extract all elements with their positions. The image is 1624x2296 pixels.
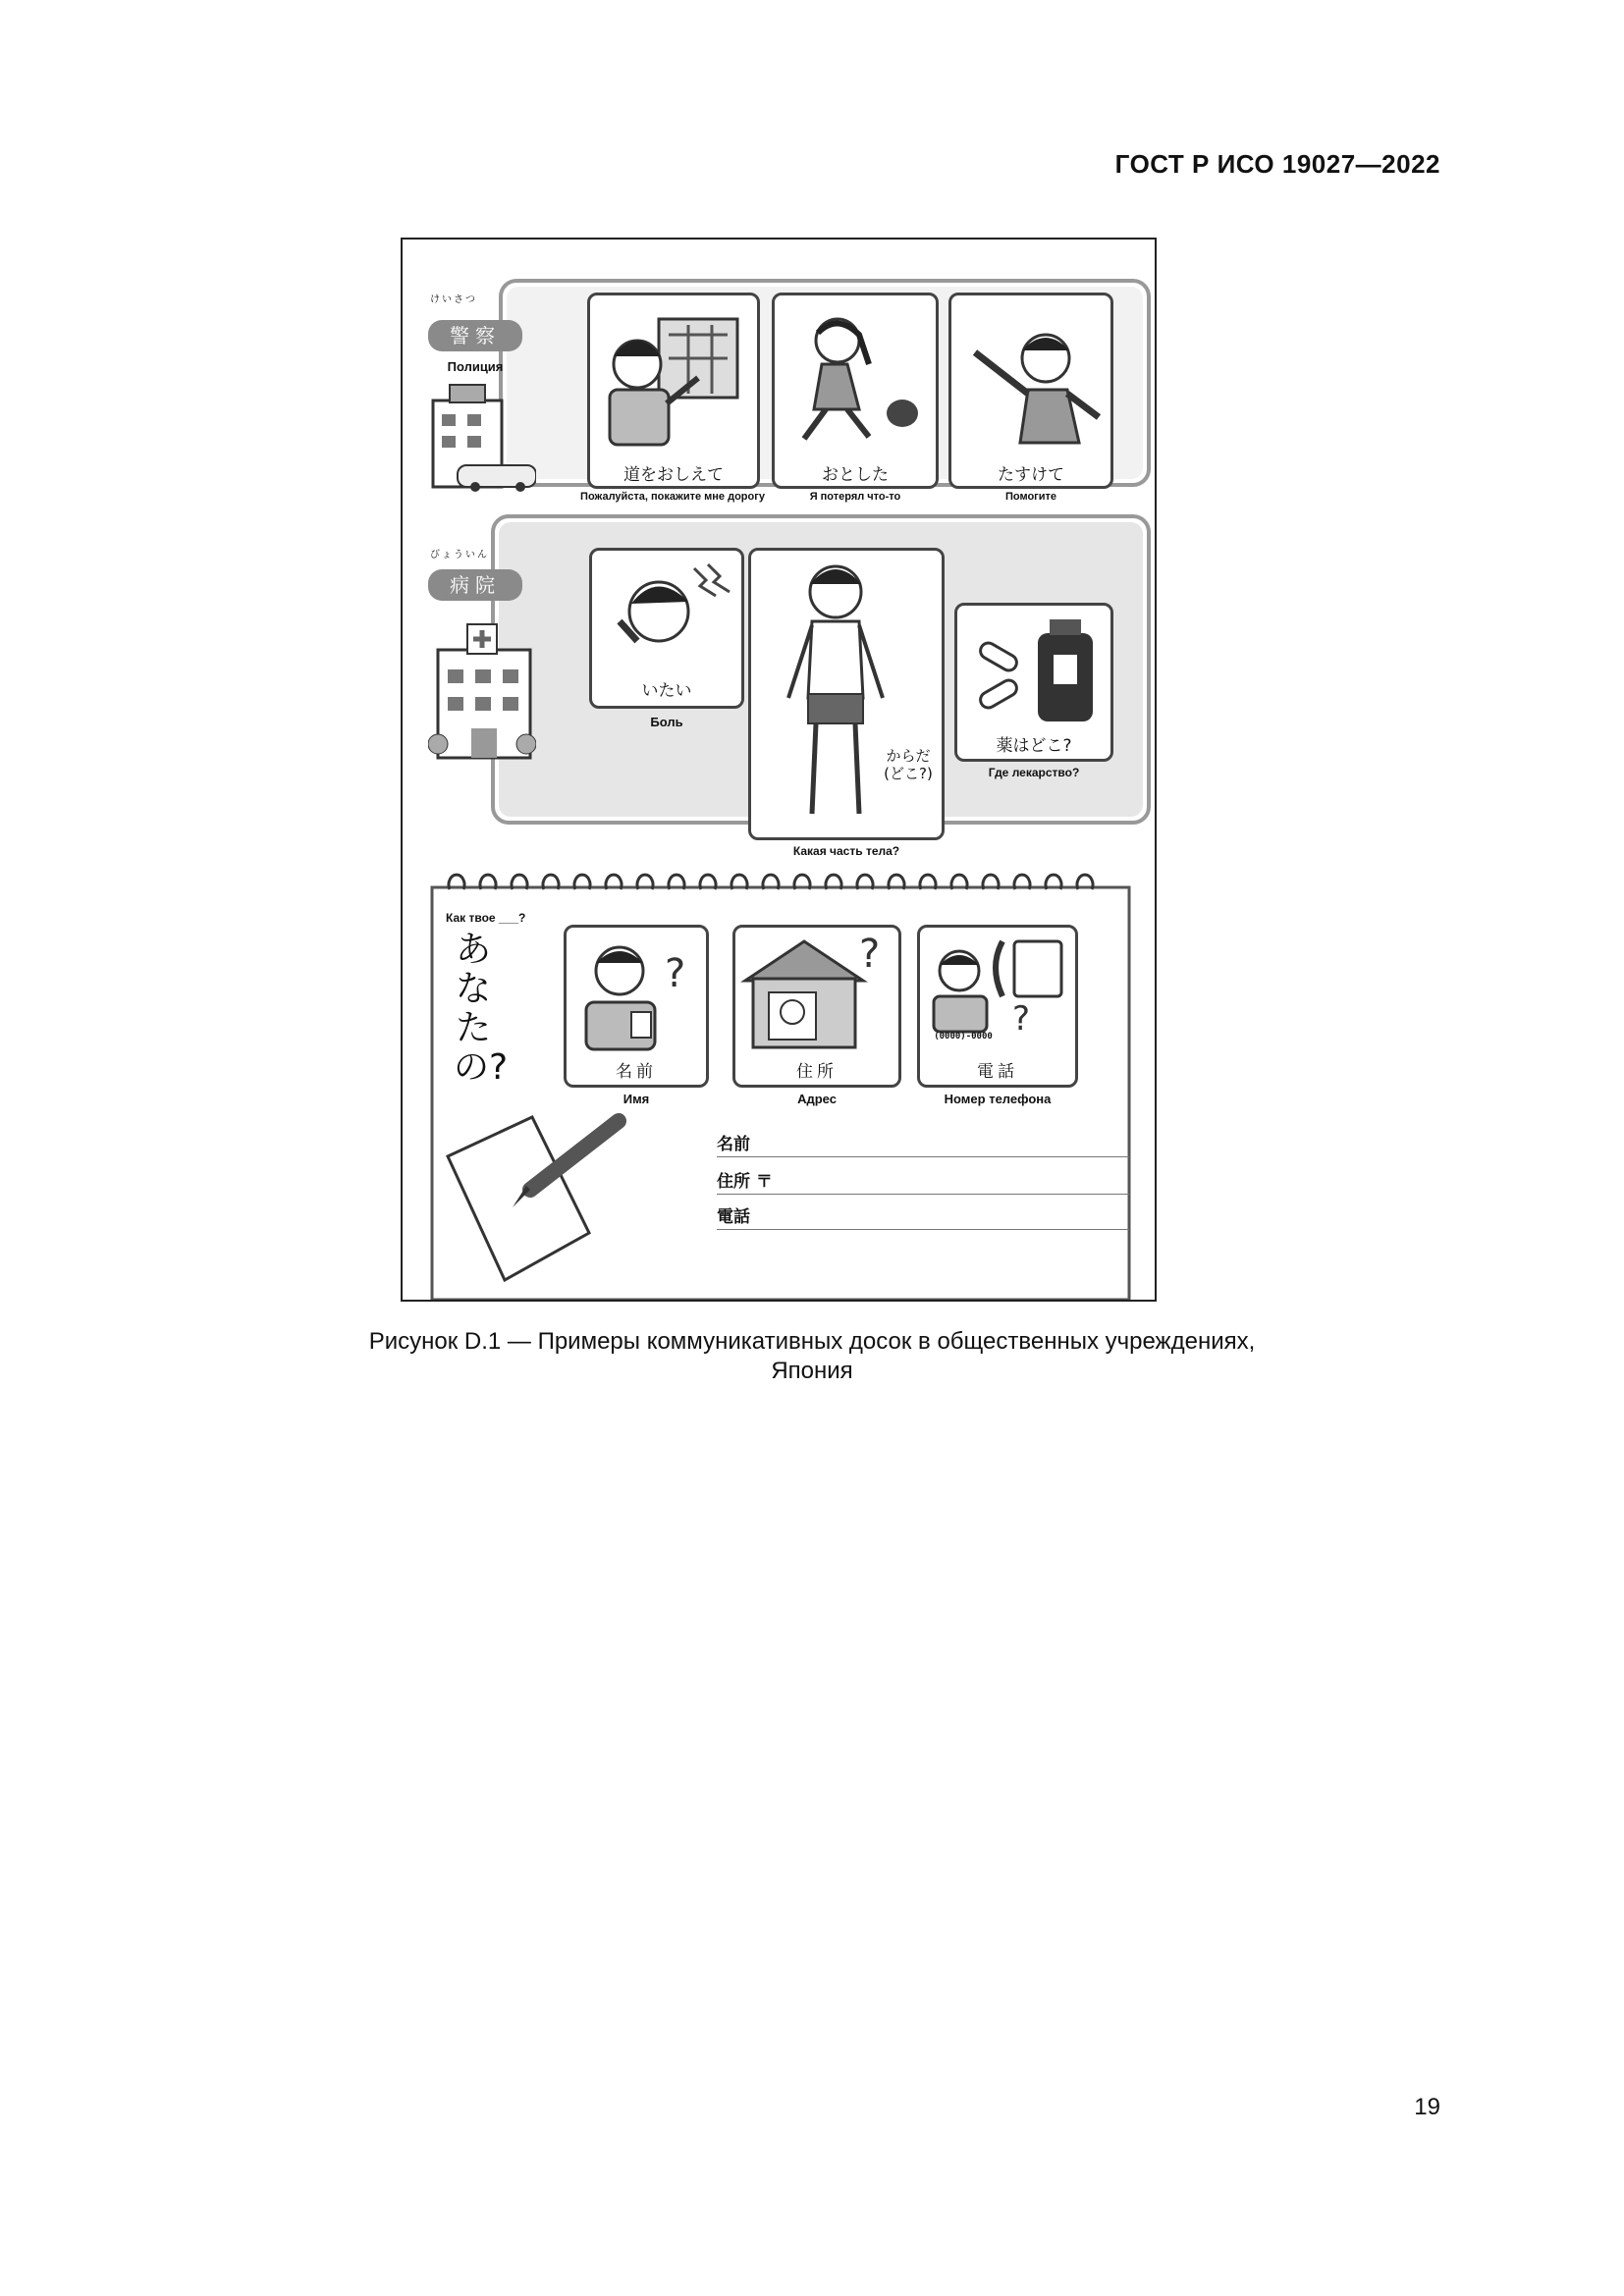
card-lost-item-jp: おとした [822,465,889,485]
form-field-address-label: 住所 〒 [717,1172,773,1192]
card-phone-ru: Номер телефона [944,1092,1052,1106]
communication-board-figure [401,238,1157,1302]
card-medicine-ru: Где лекарство? [988,766,1080,779]
help-illustration [951,295,1110,453]
card-address-ru: Адрес [797,1092,837,1106]
phone-sample-number: (0000)-0000 [934,1032,993,1041]
svg-text:?: ? [859,932,881,977]
pain-illustration [592,551,741,672]
hospital-building-icon [428,620,536,777]
card-help-ru: Помогите [1004,491,1057,503]
card-medicine [954,603,1113,762]
paper-pencil-icon [442,1113,697,1290]
figure-caption-line2: Япония [771,1358,853,1384]
card-pain [589,548,744,709]
police-furigana: けいさつ [430,294,477,305]
police-tag: 警察 [428,320,522,351]
address-illustration [735,928,898,1053]
form-field-address[interactable] [717,1164,1129,1195]
document-id-header: ГОСТ Р ИСО 19027—2022 [1114,149,1440,179]
medicine-illustration [957,606,1110,727]
svg-text:?: ? [665,951,686,996]
card-pain-jp: いたい [641,681,692,701]
card-medicine-jp: 薬はどこ? [996,736,1072,756]
page-number: 19 [1414,2094,1440,2120]
name-illustration [567,928,706,1053]
card-name-ru: Имя [623,1092,650,1106]
ask-directions-illustration [590,295,757,453]
card-help [948,293,1113,489]
card-ask-directions [587,293,760,489]
prompt-ru: Как твое ___? [446,911,526,925]
hospital-furigana: びょういん [430,550,489,561]
form-field-name-label: 名前 [717,1135,750,1154]
form-field-name[interactable] [717,1127,1129,1157]
card-help-jp: たすけて [998,465,1064,485]
form-field-phone-label: 電話 [717,1207,750,1227]
card-lost-item [772,293,939,489]
card-name-jp: 名前 [616,1062,657,1082]
card-name [564,925,709,1088]
card-phone [917,925,1078,1088]
card-body-part-jp: からだ (どこ?) [884,747,933,782]
hospital-tag: 病院 [428,569,522,601]
figure-caption-line1: Рисунок D.1 — Примеры коммуникативных досок в общественных учреждениях, [368,1328,1256,1355]
prompt-jp: あなたの? [454,930,509,1088]
lost-item-illustration [775,295,936,453]
figure-caption [295,1327,1329,1386]
card-ask-directions-jp: 道をおしえて [623,465,724,485]
card-body-part [748,548,945,840]
form-field-phone[interactable] [717,1200,1129,1230]
card-ask-directions-ru: Пожалуйста, покажите мне дорогу [580,491,765,503]
card-address-jp: 住所 [796,1062,838,1082]
card-lost-item-ru: Я потерял что-то [809,491,901,503]
body-illustration [751,551,942,837]
card-body-part-ru: Какая часть тела? [792,844,900,858]
card-pain-ru: Боль [650,715,683,729]
police-label: Полиция [447,359,504,374]
svg-text:?: ? [1012,999,1031,1039]
police-station-icon [428,375,536,493]
card-phone-jp: 電話 [977,1062,1018,1082]
card-address [732,925,901,1088]
